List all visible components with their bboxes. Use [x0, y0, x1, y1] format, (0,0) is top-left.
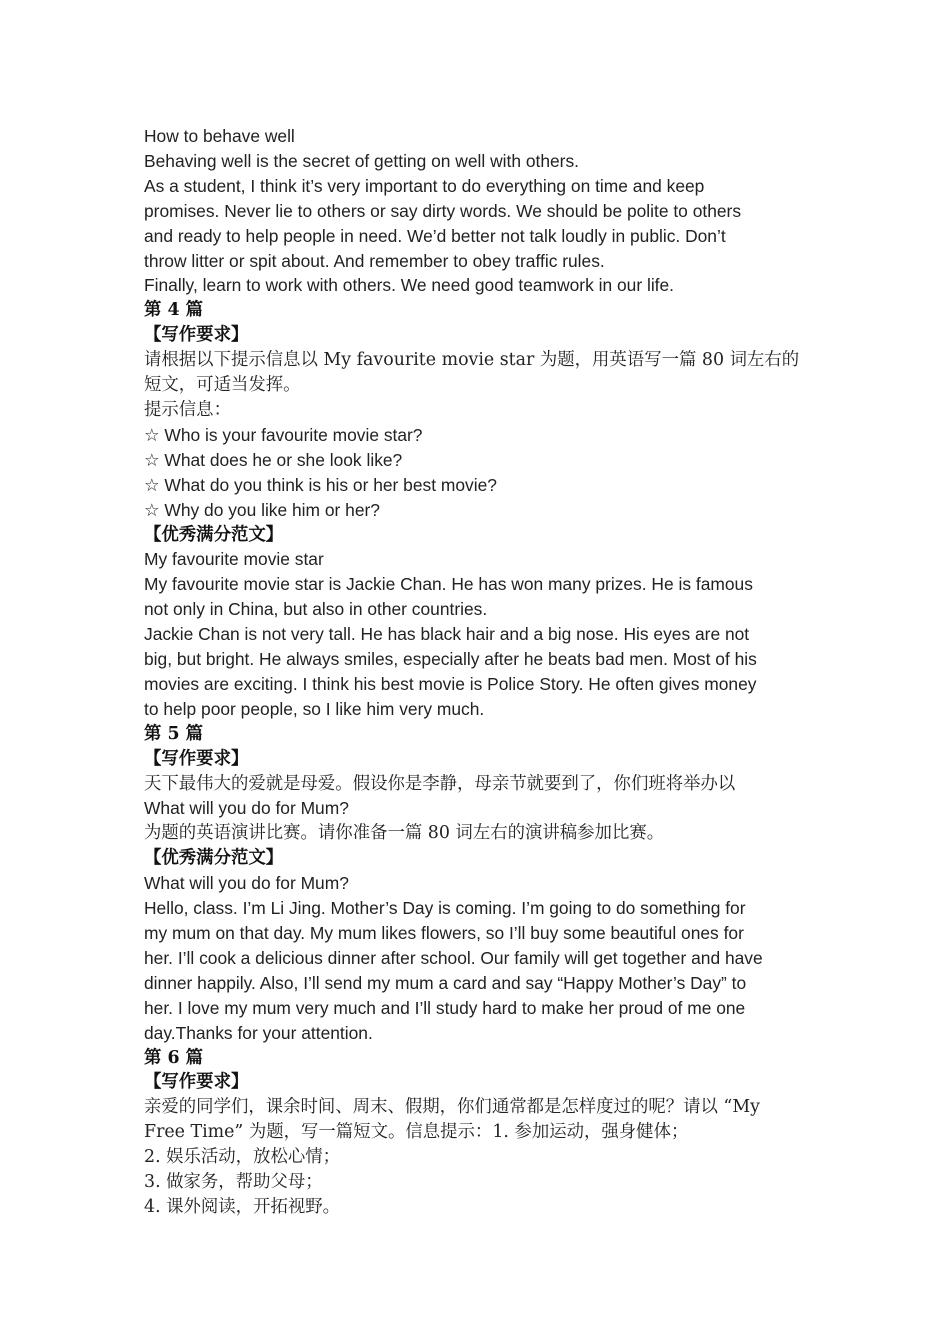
section-heading: 第 4 篇 — [144, 300, 203, 321]
model-essay-label: 【优秀满分范文】 — [144, 848, 284, 869]
essay-line: Finally, learn to work with others. We need good teamwork in our life. — [144, 275, 675, 296]
essay-title: What will you do for Mum? — [144, 873, 349, 894]
essay-line: my mum on that day. My mum likes flowers, so I’ll buy some beautiful ones for — [144, 923, 744, 943]
essay-line: her. I’ll cook a delicious dinner after school. Our family will get together and have — [144, 947, 763, 968]
model-essay-label: 【优秀满分范文】 — [144, 524, 284, 545]
requirement-line: 3. 做家务，帮助父母； — [144, 1172, 323, 1193]
essay-title: How to behave well — [144, 126, 295, 146]
essay-line: day.Thanks for your attention. — [144, 1022, 373, 1043]
section-heading: 第 6 篇 — [144, 1047, 203, 1068]
essay-line: and ready to help people in need. We’d better not talk loudly in public. Don’t — [144, 225, 726, 246]
essay-line: throw litter or spit about. And remember to obey traffic rules. — [144, 250, 605, 271]
requirement-line: 4. 课外阅读，开拓视野。 — [144, 1196, 341, 1217]
requirement-line: Free Time” 为题，写一篇短文。信息提示：1. 参加运动，强身健体； — [144, 1122, 689, 1143]
requirements-label: 【写作要求】 — [144, 1072, 249, 1093]
essay-line: Behaving well is the secret of getting on well with others. — [144, 150, 579, 171]
prompt-question: ☆ Who is your favourite movie star? — [144, 424, 423, 445]
requirement-line: 天下最伟大的爱就是母爱。假设你是李静，母亲节就要到了，你们班将举办以 — [144, 773, 736, 794]
requirement-line: 为题的英语演讲比赛。请你准备一篇 80 词左右的演讲稿参加比赛。 — [144, 823, 665, 844]
essay-line: Hello, class. I’m Li Jing. Mother’s Day is coming. I’m going to do something for — [144, 898, 746, 919]
requirement-line: 2. 娱乐活动，放松心情； — [144, 1147, 341, 1168]
essay-line: her. I love my mum very much and I’ll study hard to make her proud of me one — [144, 997, 746, 1018]
prompt-question: ☆ Why do you like him or her? — [144, 499, 380, 520]
prompt-question: ☆ What does he or she look like? — [144, 449, 403, 470]
requirement-line: 请根据以下提示信息以 My favourite movie star 为题，用英语写一篇 80 词左右的 — [144, 350, 800, 371]
requirement-line: 提示信息： — [144, 399, 231, 420]
essay-line: My favourite movie star is Jackie Chan. He has won many prizes. He is famous — [144, 574, 753, 595]
essay-line: movies are exciting. I think his best movie is Police Story. He often gives money — [144, 673, 757, 694]
essay-line: not only in China, but also in other countries. — [144, 599, 488, 620]
essay-line: As a student, I think it’s very important to do everything on time and keep — [144, 175, 705, 196]
essay-line: dinner happily. Also, I’ll send my mum a card and say “Happy Mother’s Day” to — [144, 972, 747, 993]
requirement-line: 短文，可适当发挥。 — [144, 375, 301, 396]
section-heading: 第 5 篇 — [144, 723, 203, 744]
essay-line: to help poor people, so I like him very much. — [144, 698, 485, 719]
essay-line: Jackie Chan is not very tall. He has black hair and a big nose. His eyes are not — [144, 624, 750, 645]
requirements-label: 【写作要求】 — [144, 325, 249, 346]
document-page — [144, 124, 824, 1220]
essay-line: promises. Never lie to others or say dirty words. We should be polite to others — [144, 200, 742, 221]
requirements-label: 【写作要求】 — [144, 748, 249, 769]
prompt-question: ☆ What do you think is his or her best movie? — [144, 474, 497, 495]
essay-line: big, but bright. He always smiles, especially after he beats bad men. Most of his — [144, 649, 757, 670]
essay-title: My favourite movie star — [144, 549, 324, 570]
requirement-line: 亲爱的同学们，课余时间、周末、假期，你们通常都是怎样度过的呢？请以 “My — [144, 1097, 760, 1118]
requirement-line: What will you do for Mum? — [144, 798, 349, 819]
